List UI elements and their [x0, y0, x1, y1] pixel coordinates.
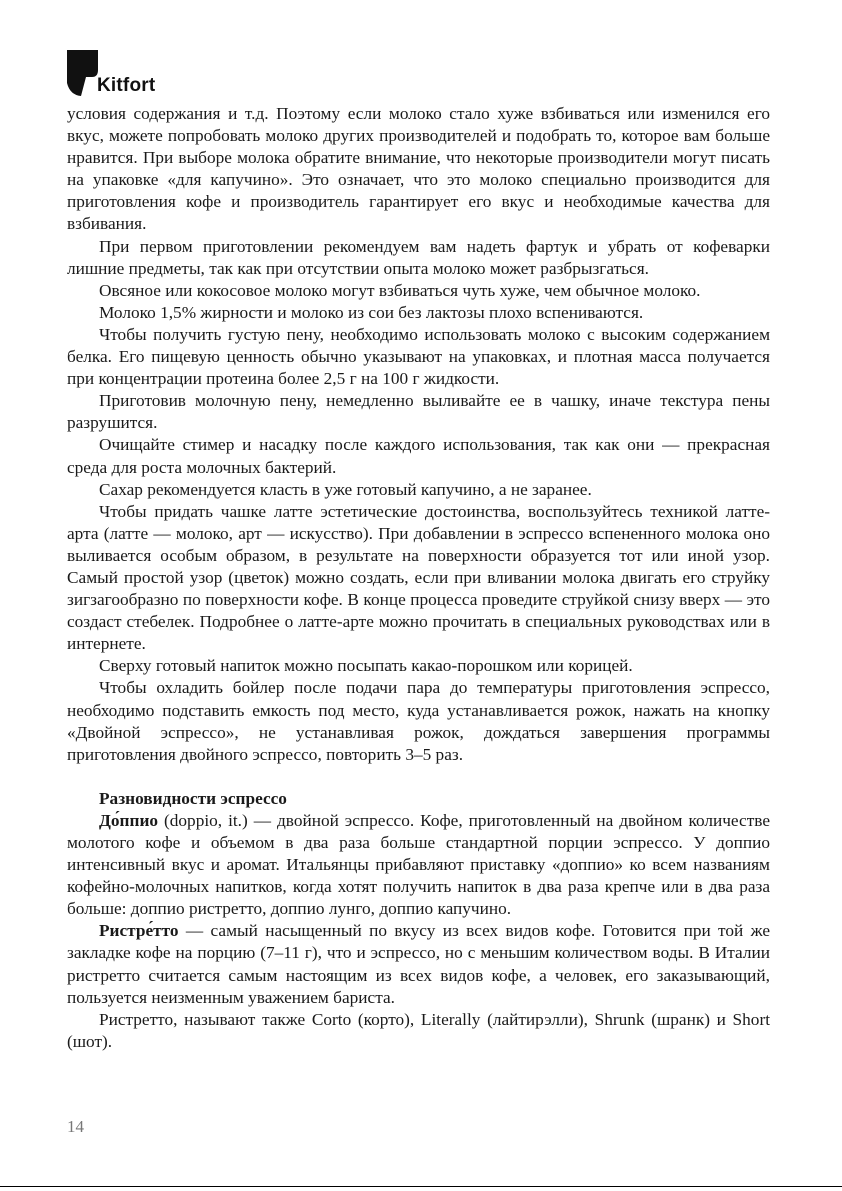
- paragraph: Молоко 1,5% жирности и молоко из сои без лактозы плохо вспениваются.: [99, 302, 644, 322]
- page-number: 14: [67, 1117, 84, 1136]
- paragraph: условия содержания и т.д. Поэтому если молоко стало хуже взбиваться или изменился его вкус, можете попробовать молоко других производителей и подобрать то, которое вам больше нравится. При выборе молока обратите внимание, что некоторые производители могут писать на упаковке «для капучино». Это означает, что это молоко специально производится для приготовления кофе и производитель гарантирует его вкус и необходимые качества для взбивания.: [67, 104, 770, 234]
- paragraph: Сахар рекомендуется класть в уже готовый капучино, а не заранее.: [99, 479, 592, 499]
- paragraph: Овсяное или кокосовое молоко могут взбиваться чуть хуже, чем обычное молоко.: [99, 280, 701, 300]
- definition-doppio: (doppio, it.) — двойной эспрессо. Кофе, приготовленный на двойном количестве молотого кофе и объемом в два раза больше стандартной порции эспрессо. У доппио интенсивный вкус и аромат. Итальянцы прибавляют приставку «доппио» ко всем названиям кофейно-молочных напитков, когда хотят получить напиток в два раза крепче или в два раза больше: доппио ристретто, доппио лунго, доппио капучино.: [67, 810, 770, 919]
- term-doppio: До́ппио: [99, 810, 159, 830]
- bottom-rule: [0, 1186, 842, 1187]
- paragraph: Приготовив молочную пену, немедленно выливайте ее в чашку, иначе текстура пены разрушится.: [67, 391, 770, 433]
- page-content: [67, 103, 770, 1053]
- paragraph-doppio: [67, 810, 770, 920]
- section-heading: Разновидности эспрессо: [99, 788, 287, 808]
- paragraph: При первом приготовлении рекомендуем вам надеть фартук и убрать от кофеварки лишние предметы, так как при отсутствии опыта молоко может разбрызгаться.: [67, 236, 770, 278]
- definition-ristretto: — самый насыщенный по вкусу из всех видов кофе. Готовится при той же закладке кофе на порцию (7–11 г), что и эспрессо, но с меньшим количеством воды. В Италии ристретто считается самым настоящим из всех видов кофе, а человек, его заказывающий, пользуется неизменным уважением бариста.: [67, 921, 770, 1007]
- paragraph-ristretto: [67, 920, 770, 1008]
- paragraph: Чтобы придать чашке латте эстетические достоинства, воспользуйтесь техникой латте-арта (латте — молоко, арт — искусство). При добавлении в эспрессо вспененного молока оно выливается особым образом, в результате на поверхности образуется тот или иной узор. Самый простой узор (цветок) можно создать, если при вливании молока двигать его струйку зигзагообразно по поверхности кофе. В конце процесса проведите струйкой снизу вверх — это создаст стебелек. Подробнее о латте-арте можно прочитать в специальных руководствах или в интернете.: [67, 501, 770, 654]
- paragraph: Чтобы получить густую пену, необходимо использовать молоко с высоким содержанием белка. Его пищевую ценность обычно указывают на упаковках, и плотная масса получается при концентрации протеина более 2,5 г на 100 г жидкости.: [67, 324, 770, 389]
- term-ristretto: Ристре́тто: [99, 921, 179, 941]
- kitfort-logo: [67, 50, 155, 96]
- section-spacer: [67, 766, 770, 788]
- kitfort-logo-text: Kitfort: [97, 75, 156, 96]
- paragraph: Чтобы охладить бойлер после подачи пара до температуры приготовления эспрессо, необходимо подставить емкость под место, куда устанавливается рожок, нажать на кнопку «Двойной эспрессо», не устанавливая рожок, дождаться завершения программы приготовления двойного эспрессо, повторить 3–5 раз.: [67, 678, 770, 764]
- paragraph: Очищайте стимер и насадку после каждого использования, так как они — прекрасная среда для роста молочных бактерий.: [67, 435, 770, 477]
- kitfort-logo-mark-icon: [67, 50, 98, 96]
- paragraph: Ристретто, называют также Corto (корто), Literally (лайтирэлли), Shrunk (шранк) и Short (шот).: [67, 1009, 770, 1051]
- paragraph: Сверху готовый напиток можно посыпать какао-порошком или корицей.: [99, 656, 633, 676]
